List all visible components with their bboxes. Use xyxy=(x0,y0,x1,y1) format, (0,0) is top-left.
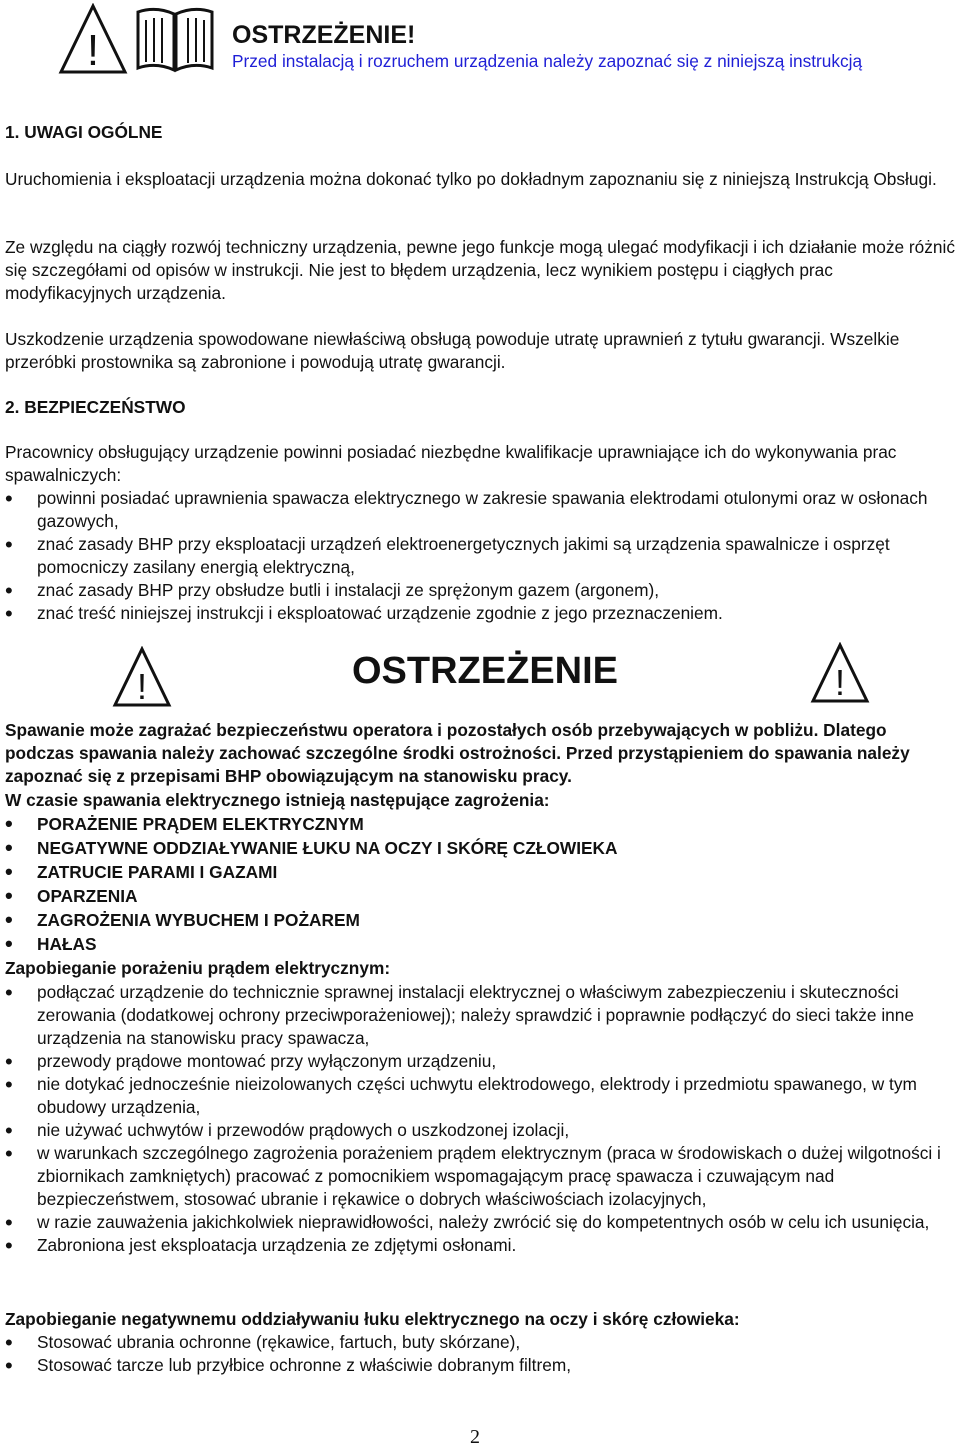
list-item: • Stosować tarcze lub przyłbice ochronne z właściwie dobranym filtrem, xyxy=(5,1354,955,1377)
section-1-paragraph-3: Uszkodzenie urządzenia spowodowane niewłaściwą obsługą powoduje utratę uprawnień z tytułu gwarancji. Wszelkie przeróbki prostownika są zabronione i powodują utratę gwarancji. xyxy=(5,329,900,372)
list-item: • powinni posiadać uprawnienia spawacza elektrycznego w zakresie spawania elektrodami otulonymi oraz w osłonach gazowych, xyxy=(5,487,955,533)
hazards-intro: W czasie spawania elektrycznego istnieją następujące zagrożenia: xyxy=(5,790,550,810)
warning-triangle-icon xyxy=(112,646,172,708)
list-item: • Zabroniona jest eksploatacja urządzenia ze zdjętymi osłonami. xyxy=(5,1234,955,1257)
list-item: • HAŁAS xyxy=(5,932,955,956)
list-item: • przewody prądowe montować przy wyłączonym urządzeniu, xyxy=(5,1050,955,1073)
page-number: 2 xyxy=(470,1426,480,1448)
shock-prevention-heading: Zapobieganie porażeniu prądem elektrycznym: xyxy=(5,958,391,978)
list-item: • znać treść niniejszej instrukcji i eksploatować urządzenie zgodnie z jego przeznaczeniem. xyxy=(5,602,955,625)
section-1-paragraph-1: Uruchomienia i eksploatacji urządzenia można dokonać tylko po dokładnym zapoznaniu się z niniejszą Instrukcją Obsługi. xyxy=(5,169,937,189)
qualifications-list xyxy=(5,487,955,625)
arc-prevention-list xyxy=(5,1331,955,1377)
list-item: • w warunkach szczególnego zagrożenia porażeniem prądem elektrycznym (praca w środowiskach o dużej wilgotności i zbiornikach zamkniętych) pracować z pomocnikiem wspomagającym pracę spawacza i czuwającym nad bezpieczeństwem, stosować ubranie i rękawice o dobrych właściwościach izolacyjnych, xyxy=(5,1142,955,1211)
list-item: • znać zasady BHP przy obsłudze butli i instalacji ze sprężonym gazem (argonem), xyxy=(5,579,955,602)
section-1-heading: 1. UWAGI OGÓLNE xyxy=(5,122,163,142)
list-item: • OPARZENIA xyxy=(5,884,955,908)
list-item: • znać zasady BHP przy eksploatacji urządzeń elektroenergetycznych jakimi są urządzenia spawalnicze i osprzęt pomocniczy zasilany energią elektryczną, xyxy=(5,533,955,579)
list-item: • nie używać uchwytów i przewodów prądowych o uszkodzonej izolacji, xyxy=(5,1119,955,1142)
header-title: OSTRZEŻENIE! xyxy=(232,21,416,49)
warning-paragraph: Spawanie może zagrażać bezpieczeństwu operatora i pozostałych osób przebywających w pobliżu. Dlatego podczas spawania należy zachować szczególne środki ostrożności. Przed przystąpieniem do spawania należy zapoznać się z przepisami BHP obowiązującym na stanowisku pracy. xyxy=(5,720,910,786)
svg-text:!: ! xyxy=(136,666,148,707)
warning-title: OSTRZEŻENIE xyxy=(352,650,619,692)
list-item: • Stosować ubrania ochronne (rękawice, fartuch, buty skórzane), xyxy=(5,1331,955,1354)
list-item: • NEGATYWNE ODDZIAŁYWANIE ŁUKU NA OCZY I SKÓRĘ CZŁOWIEKA xyxy=(5,836,955,860)
list-item: • podłączać urządzenie do technicznie sprawnej instalacji elektrycznej o właściwym zabezpieczeniu i skuteczności zerowania (dodatkowej ochrony przeciwporażeniowej); należy sprawdzić i poprawnie podłączyć do sieci także inne urządzenia na stanowisku pracy spawacza, xyxy=(5,981,955,1050)
header-subtitle: Przed instalacją i rozruchem urządzenia należy zapoznać się z niniejszą instrukcją xyxy=(232,51,863,71)
warning-triangle-icon xyxy=(58,3,128,75)
list-item: • nie dotykać jednocześnie nieizolowanych części uchwytu elektrodowego, elektrody i przedmiotu spawanego, w tym obudowy urządzenia, xyxy=(5,1073,955,1119)
list-item: • ZAGROŻENIA WYBUCHEM I POŻAREM xyxy=(5,908,955,932)
warning-triangle-icon xyxy=(810,642,870,704)
list-item: • PORAŻENIE PRĄDEM ELEKTRYCZNYM xyxy=(5,812,955,836)
svg-text:!: ! xyxy=(86,26,100,75)
manual-book-icon xyxy=(132,4,218,74)
hazards-list xyxy=(5,812,955,956)
section-2-intro: Pracownicy obsługujący urządzenie powinni posiadać niezbędne kwalifikacje uprawniające ich do wykonywania prac spawalniczych: xyxy=(5,442,897,485)
section-2-heading: 2. BEZPIECZEŃSTWO xyxy=(5,397,186,417)
arc-prevention-heading: Zapobieganie negatywnemu oddziaływaniu łuku elektrycznego na oczy i skórę człowieka: xyxy=(5,1309,740,1329)
svg-text:!: ! xyxy=(834,662,846,703)
list-item: • w razie zauważenia jakichkolwiek nieprawidłowości, należy zwrócić się do kompetentnych osób w celu ich usunięcia, xyxy=(5,1211,955,1234)
section-1-paragraph-2: Ze względu na ciągły rozwój techniczny urządzenia, pewne jego funkcje mogą ulegać modyfikacji i ich działanie może różnić się szczegółami od opisów w instrukcji. Nie jest to błędem urządzenia, lecz wynikiem postępu i ciągłych prac modyfikacyjnych urządzenia. xyxy=(5,237,955,303)
list-item: • ZATRUCIE PARAMI I GAZAMI xyxy=(5,860,955,884)
shock-prevention-list xyxy=(5,981,955,1257)
